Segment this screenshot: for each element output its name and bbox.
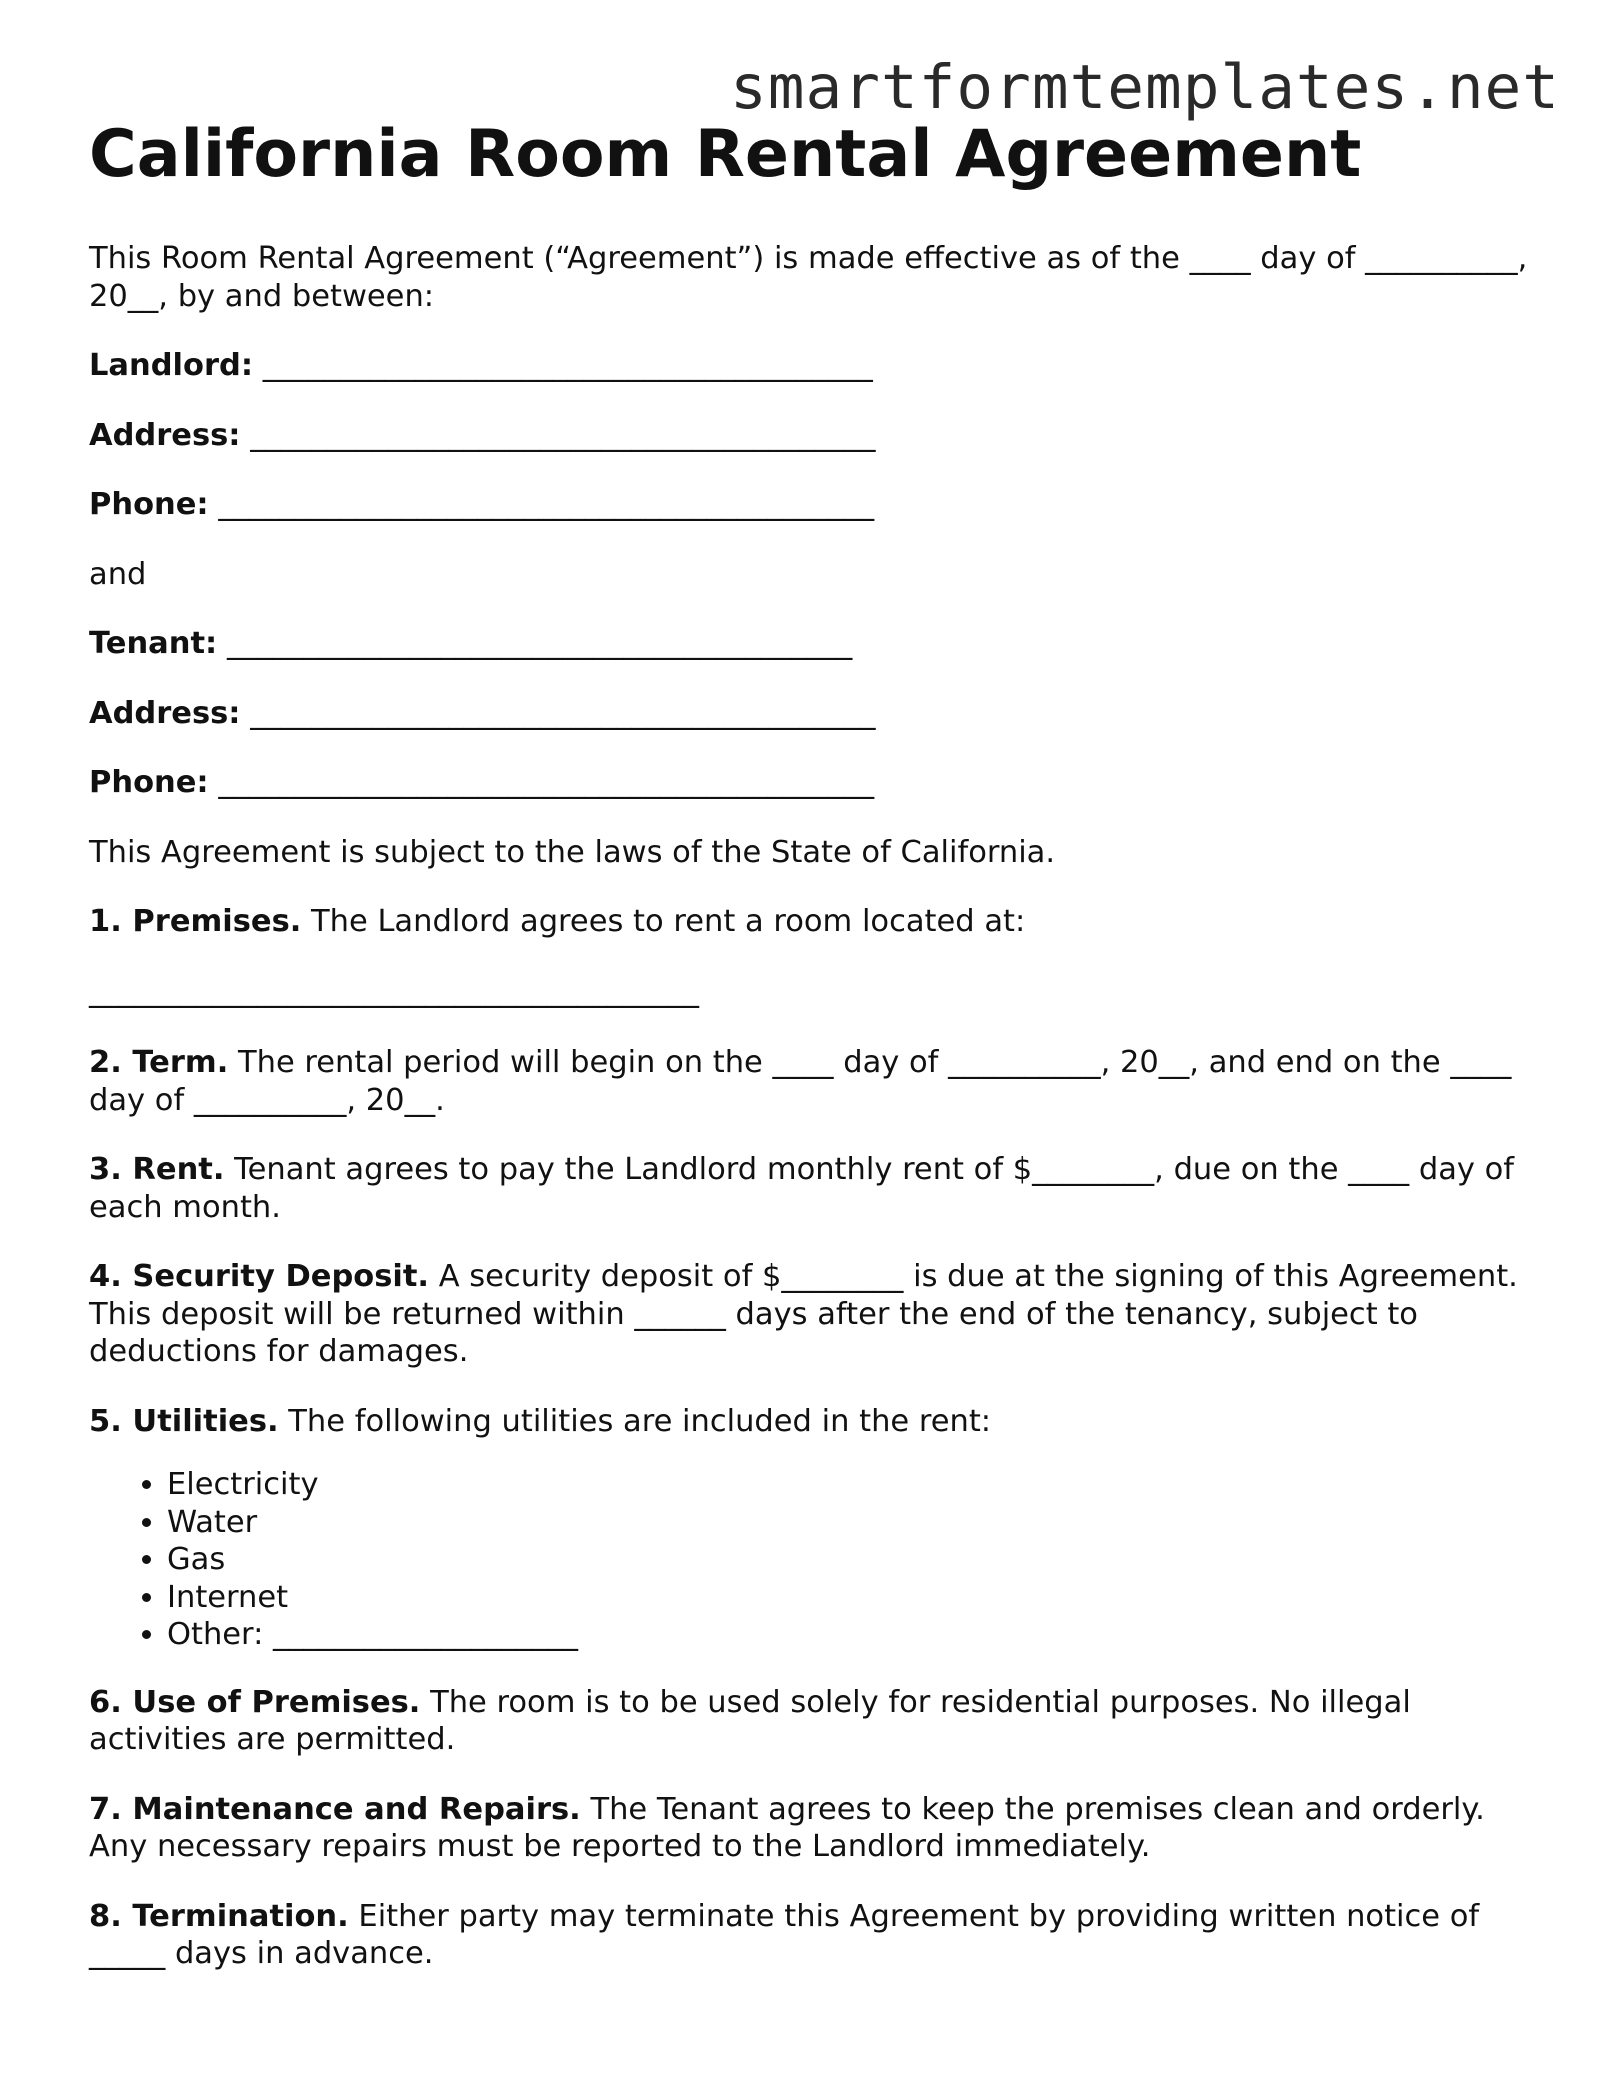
section-deposit-heading: 4. Security Deposit.: [89, 1259, 430, 1294]
tenant-address-label: Address:: [89, 695, 241, 731]
section-rent: [89, 1151, 1529, 1226]
tenant-label: Tenant:: [89, 626, 218, 661]
section-rent-heading: 3. Rent.: [89, 1152, 225, 1187]
landlord-blank[interactable]: ________________________________________: [262, 348, 873, 383]
list-item: • Internet: [167, 1579, 1529, 1617]
list-item: • Water: [167, 1504, 1529, 1542]
list-item: • Gas: [167, 1541, 1529, 1579]
section-maintenance-text: The Tenant agrees to keep the premises clean and orderly. Any necessary repairs must be reported to the Landlord immediately.: [89, 1791, 1485, 1864]
section-utilities: [89, 1403, 1529, 1441]
tenant-phone-field: [89, 764, 1529, 802]
tenant-field: [89, 625, 1529, 663]
section-maintenance-heading: 7. Maintenance and Repairs.: [89, 1791, 581, 1827]
and-text: and: [89, 556, 147, 592]
governing-law: This Agreement is subject to the laws of the State of California.: [89, 834, 1056, 870]
section-utilities-heading: 5. Utilities.: [89, 1403, 279, 1439]
section-use-heading: 6. Use of Premises.: [89, 1684, 421, 1720]
landlord-field: [89, 347, 1529, 385]
landlord-address-blank[interactable]: _________________________________________: [250, 417, 876, 453]
section-use-text: The room is to be used solely for residential purposes. No illegal activities are permitted.: [89, 1684, 1411, 1757]
section-deposit-text: A security deposit of $________ is due at the signing of this Agreement. This deposit will be returned within ______ days after the end of the tenancy, subject to deductions for damages.: [89, 1259, 1518, 1369]
section-term: [89, 1044, 1529, 1119]
landlord-address-label: Address:: [89, 417, 241, 453]
landlord-phone-field: [89, 486, 1529, 524]
landlord-phone-blank[interactable]: ___________________________________________: [218, 487, 875, 522]
tenant-address-field: [89, 695, 1529, 733]
list-item: • Electricity: [167, 1466, 1529, 1504]
section-utilities-text: The following utilities are included in the rent:: [278, 1403, 992, 1439]
section-premises: [89, 903, 1529, 941]
section-rent-text: Tenant agrees to pay the Landlord monthly rent of $________, due on the ____ day of each month.: [89, 1152, 1515, 1225]
premises-address-blank[interactable]: ________________________________________: [89, 973, 699, 1009]
intro-paragraph: This Room Rental Agreement (“Agreement”) is made effective as of the ____ day of __________, 20__, by and between:: [89, 241, 1528, 314]
agreement-document: [89, 110, 1529, 2005]
section-deposit: [89, 1258, 1529, 1371]
section-termination-heading: 8. Termination.: [89, 1898, 349, 1934]
landlord-label: Landlord:: [89, 348, 254, 383]
section-term-text: The rental period will begin on the ____ day of __________, 20__, and end on the ____ day of __________, 20__.: [89, 1045, 1512, 1118]
list-item: • Other: ____________________: [167, 1616, 1529, 1654]
section-termination: [89, 1898, 1529, 1973]
section-use: [89, 1684, 1529, 1759]
site-watermark: smartformtemplates.net: [730, 52, 1560, 123]
section-maintenance: [89, 1791, 1529, 1866]
tenant-address-blank[interactable]: _________________________________________: [250, 695, 876, 731]
section-term-heading: 2. Term.: [89, 1045, 229, 1080]
section-premises-text: The Landlord agrees to rent a room located at:: [301, 904, 1026, 939]
landlord-address-field: [89, 417, 1529, 455]
section-termination-text: Either party may terminate this Agreement by providing written notice of _____ days in advance.: [89, 1898, 1480, 1971]
page-title: California Room Rental Agreement: [89, 117, 1362, 192]
section-premises-heading: 1. Premises.: [89, 904, 302, 939]
landlord-phone-label: Phone:: [89, 487, 209, 522]
utilities-list: [89, 1466, 1529, 1654]
tenant-phone-label: Phone:: [89, 765, 209, 800]
tenant-phone-blank[interactable]: ___________________________________________: [218, 765, 875, 800]
tenant-blank[interactable]: _________________________________________: [226, 626, 853, 661]
